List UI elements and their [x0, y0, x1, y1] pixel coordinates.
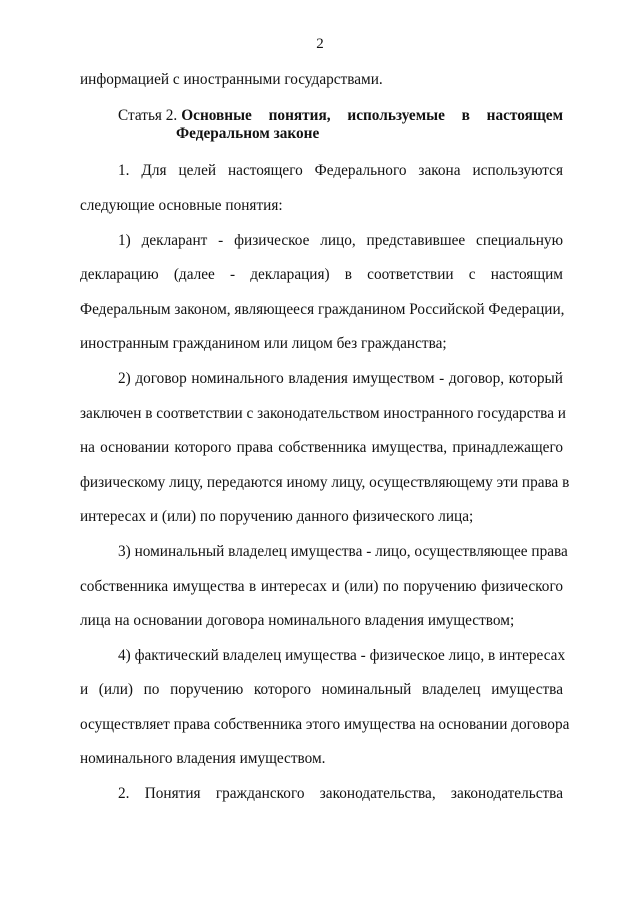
article-label: Статья 2.: [118, 107, 178, 124]
paragraph-line: 3) номинальный владелец имущества - лицо, осуществляющее права: [118, 543, 568, 560]
paragraph-line: заключен в соответствии с законодательством иностранного государства и: [80, 405, 566, 422]
paragraph-line: и (или) по поручению которого номинальный владелец имущества: [80, 681, 563, 698]
paragraph-line: 2. Понятия гражданского законодательства, законодательства: [118, 785, 563, 802]
paragraph-line: 2) договор номинального владения имуществом - договор, который: [118, 370, 563, 387]
paragraph-line: 1. Для целей настоящего Федерального закона используются: [118, 162, 563, 179]
article-heading: [118, 107, 563, 125]
paragraph-line: 1) декларант - физическое лицо, представившее специальную: [118, 232, 563, 249]
carry-over-line: информацией с иностранными государствами.: [80, 71, 383, 88]
page-number: 2: [316, 36, 324, 52]
paragraph-line: 4) фактический владелец имущества - физическое лицо, в интересах: [118, 647, 566, 664]
paragraph-line: интересах и (или) по поручению данного физического лица;: [80, 508, 474, 525]
paragraph-line: лица на основании договора номинального владения имуществом;: [80, 612, 515, 629]
paragraph-line: Федеральным законом, являющееся гражданином Российской Федерации,: [80, 301, 565, 318]
article-title: Основные понятия, используемые в настоящем: [181, 107, 563, 124]
paragraph-line: собственника имущества в интересах и (или) по поручению физического: [80, 578, 563, 595]
paragraph-line: физическому лицу, передаются иному лицу, осуществляющему эти права в: [80, 474, 570, 491]
paragraph-line: следующие основные понятия:: [80, 197, 283, 214]
paragraph-line: декларацию (далее - декларация) в соответствии с настоящим: [80, 266, 563, 283]
article-title-continued: Федеральном законе: [176, 125, 320, 142]
paragraph-line: иностранным гражданином или лицом без гражданства;: [80, 335, 447, 352]
paragraph-line: на основании которого права собственника имущества, принадлежащего: [80, 439, 563, 456]
paragraph-line: номинального владения имуществом.: [80, 750, 326, 767]
paragraph-line: осуществляет права собственника этого имущества на основании договора: [80, 716, 570, 733]
